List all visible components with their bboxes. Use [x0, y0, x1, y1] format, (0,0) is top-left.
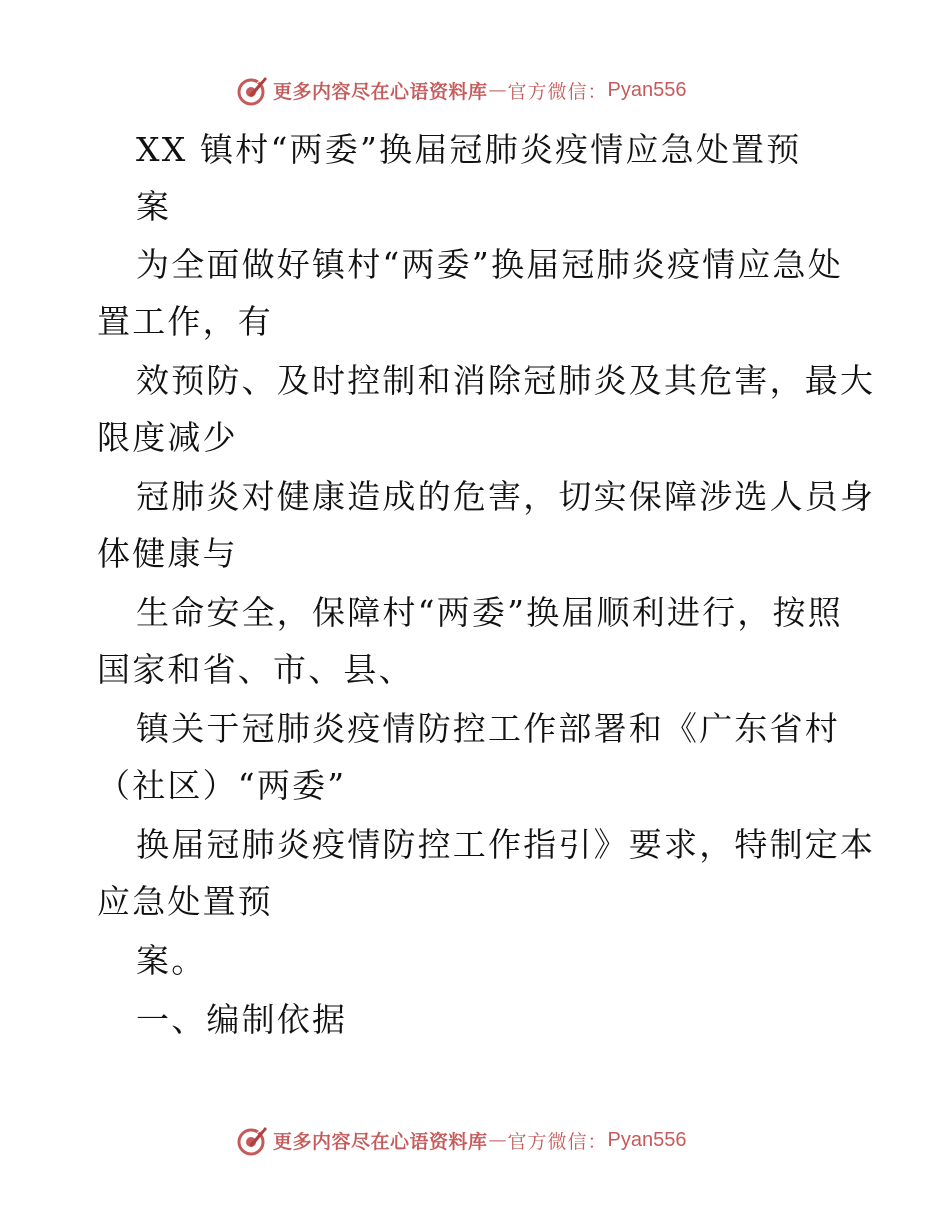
- watermark-separator: —: [488, 79, 507, 101]
- watermark-site-name: 更多内容尽在心语资料库: [273, 1130, 488, 1153]
- text-line: 生命安全，保障村“两委”换届顺利进行，按照: [136, 593, 843, 632]
- watermark-wechat-id: Pyan556: [607, 1128, 687, 1151]
- watermark-site-name: 更多内容尽在心语资料库: [273, 80, 488, 103]
- watermark-wechat-label: 官方微信：: [507, 1130, 608, 1153]
- quill-logo-icon: [235, 1123, 269, 1157]
- text-line: 案。: [136, 941, 207, 980]
- text-line: 为全面做好镇村“两委”换届冠肺炎疫情应急处: [136, 245, 843, 284]
- text-line: 置工作，有: [97, 302, 273, 341]
- text-line: 限度减少: [97, 418, 238, 457]
- document-title-line-1: XX 镇村“两委”换届冠肺炎疫情应急处置预: [136, 130, 802, 169]
- text-line: 国家和省、市、县、: [97, 650, 414, 689]
- text-line: 效预防、及时控制和消除冠肺炎及其危害，最大: [136, 361, 876, 400]
- watermark-wechat-label: 官方微信：: [507, 80, 608, 103]
- text-line: 应急处置预: [97, 882, 273, 921]
- text-line: 换届冠肺炎疫情防控工作指引》要求，特制定本: [136, 825, 876, 864]
- text-line: （社区）“两委”: [97, 766, 347, 805]
- watermark-separator: —: [488, 1129, 507, 1151]
- text-line: 镇关于冠肺炎疫情防控工作部署和《广东省村: [136, 709, 840, 748]
- section-heading: 一、编制依据: [136, 1000, 348, 1039]
- text-line: 体健康与: [97, 534, 238, 573]
- watermark-footer: [235, 1122, 687, 1158]
- watermark-header: [235, 72, 687, 108]
- watermark-wechat-id: Pyan556: [607, 78, 687, 101]
- document-title-line-2: 案: [136, 187, 172, 226]
- text-line: 冠肺炎对健康造成的危害，切实保障涉选人员身: [136, 477, 876, 516]
- quill-logo-icon: [235, 73, 269, 107]
